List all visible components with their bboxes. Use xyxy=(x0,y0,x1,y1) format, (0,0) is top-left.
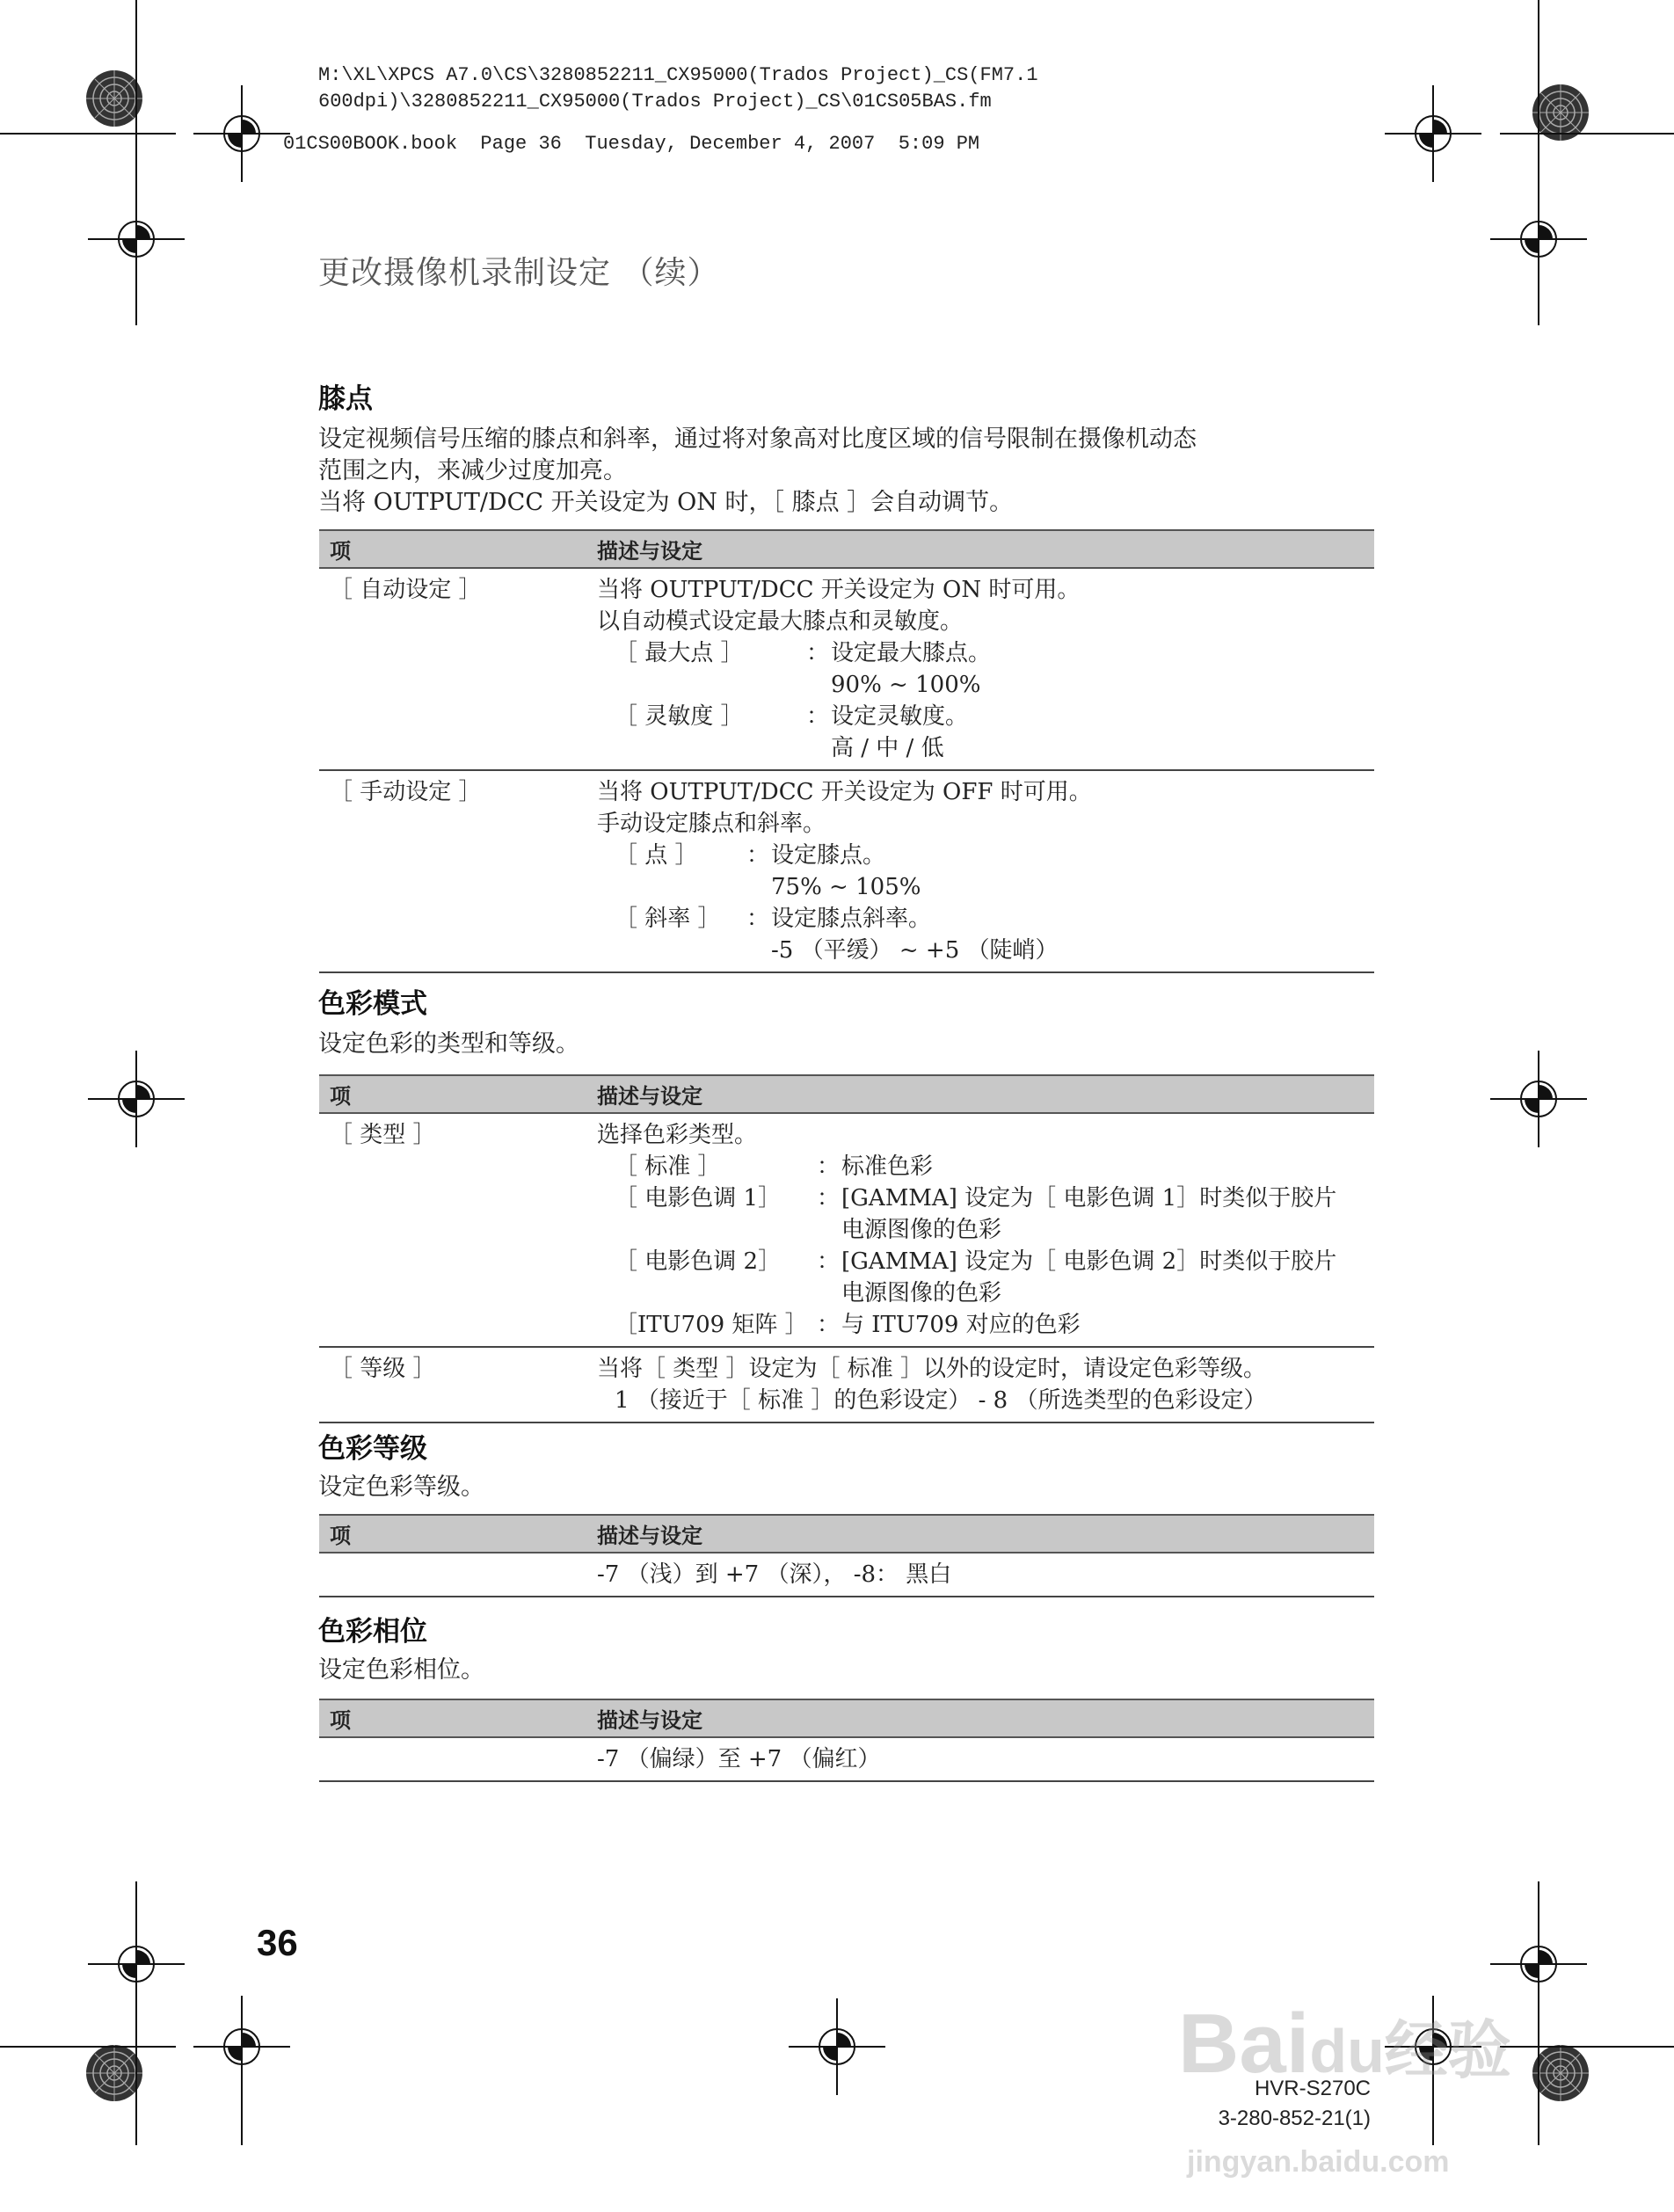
row-description xyxy=(586,770,1374,972)
sub-setting-key: ［ 最大点 ］ xyxy=(615,640,744,666)
column-header-item: 项 xyxy=(319,1515,586,1553)
page-title: 更改摄像机录制设定 （续） xyxy=(318,255,720,291)
watermark-url: jingyan.baidu.com xyxy=(1187,2145,1450,2179)
sub-setting-colon: ： xyxy=(817,1185,841,1212)
section-title-knee: 膝点 xyxy=(318,383,373,415)
sub-setting-value xyxy=(841,1182,1364,1246)
table-row xyxy=(319,1113,1374,1347)
color-phase-table xyxy=(319,1699,1374,1782)
desc-line: 当将 OUTPUT/DCC 开关设定为 ON 时可用。 xyxy=(597,577,1081,603)
sub-setting-value xyxy=(841,1309,1364,1341)
table-row xyxy=(319,1737,1374,1781)
sub-setting-colon: ： xyxy=(806,640,830,666)
desc-line: 1 （接近于［ 标准 ］的色彩设定） - 8 （所选类型的色彩设定） xyxy=(615,1387,1267,1414)
column-header-item: 项 xyxy=(319,1699,586,1737)
color-level-description: 设定色彩等级。 xyxy=(318,1473,484,1501)
sub-setting-value xyxy=(771,840,1364,903)
sub-value-line: 90% ~ 100% xyxy=(831,672,981,698)
sub-setting-key: ［ 电影色调 1］ xyxy=(615,1185,782,1212)
sub-value-line: -5 （平缓） ~ +5 （陡峭） xyxy=(771,937,1059,964)
column-header-description: 描述与设定 xyxy=(586,1515,1374,1553)
column-header-description: 描述与设定 xyxy=(586,1075,1374,1113)
file-path-line-2: 600dpi)\3280852211_CX95000(Trados Project)_CS\01CS05BAS.fm xyxy=(318,91,992,113)
column-header-description: 描述与设定 xyxy=(586,1699,1374,1737)
sub-setting-value xyxy=(831,701,1364,764)
footer-code: 3-280-852-21(1) xyxy=(1218,2106,1371,2130)
sub-setting-key: ［ITU709 矩阵 ］ xyxy=(615,1312,808,1338)
sub-setting-value xyxy=(841,1246,1364,1309)
watermark-suffix: 经验 xyxy=(1384,2013,1511,2087)
desc-line: 当将 OUTPUT/DCC 开关设定为 OFF 时可用。 xyxy=(597,779,1092,805)
color-mode-table xyxy=(319,1074,1374,1423)
table-row xyxy=(319,568,1374,770)
sub-value-line: 电源图像的色彩 xyxy=(841,1217,1002,1243)
row-description xyxy=(586,568,1374,770)
knee-table xyxy=(319,529,1374,973)
sub-setting-colon: ： xyxy=(746,906,770,932)
footer-model: HVR-S270C xyxy=(1254,2077,1371,2100)
file-path-line-1: M:\XL\XPCS A7.0\CS\3280852211_CX95000(Trados Project)_CS(FM7.1 xyxy=(318,64,1038,86)
section-title-color-level: 色彩等级 xyxy=(318,1433,427,1465)
sub-setting-colon: ： xyxy=(817,1312,841,1338)
sub-setting xyxy=(597,637,1364,701)
color-mode-description: 设定色彩的类型和等级。 xyxy=(318,1030,579,1058)
sub-value-line: 75% ~ 105% xyxy=(771,874,921,900)
sub-value-line: 与 ITU709 对应的色彩 xyxy=(841,1312,1081,1338)
row-value: -7 （浅）到 +7 （深）， -8： 黑白 xyxy=(597,1561,952,1588)
sub-setting xyxy=(597,1246,1364,1309)
column-header-description: 描述与设定 xyxy=(586,530,1374,568)
table-row xyxy=(319,770,1374,972)
desc-line: 手动设定膝点和斜率。 xyxy=(597,811,826,837)
knee-description xyxy=(318,424,1197,519)
watermark-brand-2: du xyxy=(1309,2017,1385,2085)
row-item-manual: ［ 手动设定 ］ xyxy=(330,779,482,805)
desc-line: 以自动模式设定最大膝点和灵敏度。 xyxy=(597,608,964,635)
sub-setting xyxy=(597,903,1364,966)
color-level-table xyxy=(319,1514,1374,1597)
sub-value-line: [GAMMA] 设定为［ 电影色调 2］时类似于胶片 xyxy=(841,1248,1337,1275)
desc-line: 选择色彩类型。 xyxy=(597,1122,758,1148)
sub-setting-value xyxy=(841,1151,1364,1182)
column-header-item: 项 xyxy=(319,530,586,568)
sub-setting-value xyxy=(771,903,1364,966)
row-item xyxy=(319,1553,586,1597)
sub-setting-colon: ： xyxy=(817,1153,841,1180)
section-title-color-phase: 色彩相位 xyxy=(318,1616,427,1648)
knee-desc-line: 设定视频信号压缩的膝点和斜率，通过将对象高对比度区域的信号限制在摄像机动态 xyxy=(318,426,1197,453)
sub-value-line: 高 / 中 / 低 xyxy=(831,735,944,761)
sub-setting-key: ［ 电影色调 2］ xyxy=(615,1248,782,1275)
row-item xyxy=(319,1737,586,1781)
row-item-level: ［ 等级 ］ xyxy=(330,1356,436,1382)
sub-value-line: [GAMMA] 设定为［ 电影色调 1］时类似于胶片 xyxy=(841,1185,1337,1212)
sub-setting-key: ［ 标准 ］ xyxy=(615,1153,721,1180)
sub-setting xyxy=(597,1182,1364,1246)
sub-value-line: 标准色彩 xyxy=(841,1153,934,1180)
color-phase-description: 设定色彩相位。 xyxy=(318,1656,484,1684)
row-value: -7 （偏绿）至 +7 （偏红） xyxy=(597,1746,881,1772)
sub-value-line: 设定膝点斜率。 xyxy=(771,906,932,932)
sub-setting-key: ［ 点 ］ xyxy=(615,842,698,869)
sub-setting-colon: ： xyxy=(806,703,830,730)
sub-setting-colon: ： xyxy=(746,842,770,869)
sub-setting-value xyxy=(831,637,1364,701)
row-item-type: ［ 类型 ］ xyxy=(330,1122,436,1148)
sub-setting-colon: ： xyxy=(817,1248,841,1275)
sub-value-line: 设定最大膝点。 xyxy=(831,640,992,666)
row-description xyxy=(586,1113,1374,1347)
sub-setting xyxy=(597,840,1364,903)
sub-setting xyxy=(597,701,1364,764)
desc-line: 当将［ 类型 ］设定为［ 标准 ］以外的设定时，请设定色彩等级。 xyxy=(597,1356,1267,1382)
sub-value-line: 电源图像的色彩 xyxy=(841,1280,1002,1306)
section-title-color-mode: 色彩模式 xyxy=(318,988,427,1020)
sub-setting xyxy=(597,1309,1364,1341)
sub-value-line: 设定膝点。 xyxy=(771,842,886,869)
watermark-brand: Bai xyxy=(1178,1997,1310,2091)
sub-setting-key: ［ 斜率 ］ xyxy=(615,906,721,932)
knee-desc-line: 当将 OUTPUT/DCC 开关设定为 ON 时，［ 膝点 ］会自动调节。 xyxy=(318,489,1014,516)
knee-desc-line: 范围之内，来减少过度加亮。 xyxy=(318,457,627,484)
sub-setting xyxy=(597,1151,1364,1182)
table-row xyxy=(319,1553,1374,1597)
table-row xyxy=(319,1347,1374,1423)
sub-setting-key: ［ 灵敏度 ］ xyxy=(615,703,744,730)
book-info-line: 01CS00BOOK.book Page 36 Tuesday, December 4, 2007 5:09 PM xyxy=(283,133,980,155)
column-header-item: 项 xyxy=(319,1075,586,1113)
sub-value-line: 设定灵敏度。 xyxy=(831,703,969,730)
row-description xyxy=(586,1347,1374,1423)
page-number: 36 xyxy=(257,1922,298,1963)
row-item-auto: ［ 自动设定 ］ xyxy=(330,577,482,603)
